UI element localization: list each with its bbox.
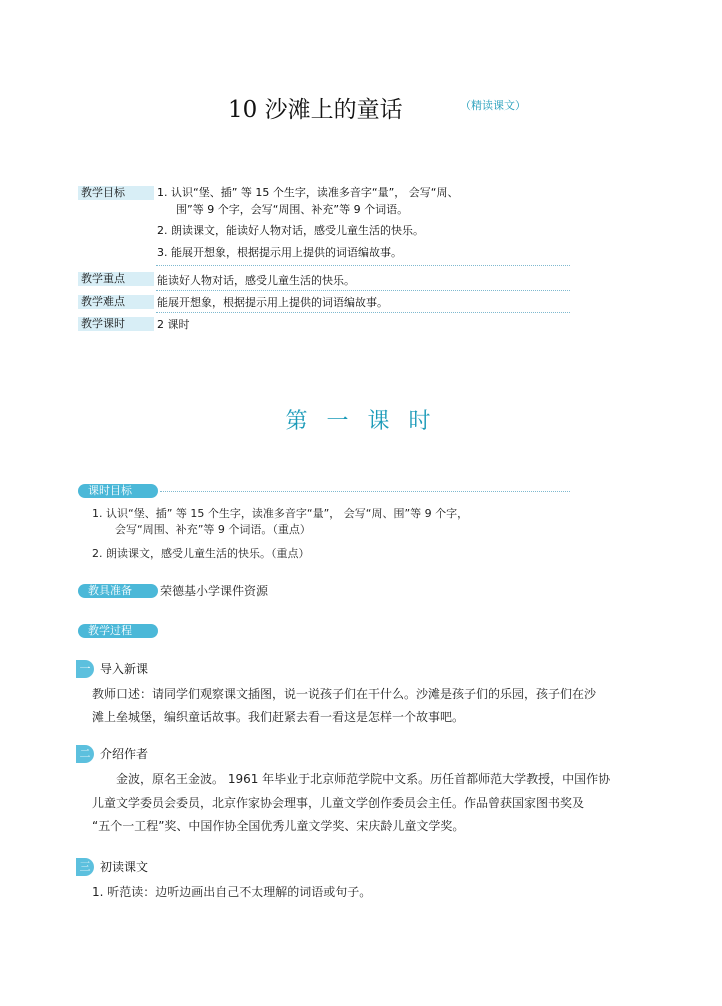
goal-line-4: 3. 能展开想象，根据提示用上提供的词语编故事。 [157,246,402,259]
label-teaching-focus: 教学重点 [78,272,154,286]
section-title-author: 介绍作者 [100,747,149,761]
section-number-badge: 一 [76,660,94,678]
goal-line-3: 2. 朗读课文，能读好人物对话，感受儿童生活的快乐。 [157,224,424,237]
label-teaching-goals: 教学目标 [78,186,154,200]
materials-text: 荣德基小学课件资源 [160,584,269,598]
first-reading-line-1: 1. 听范读：边听边画出自己不太理解的词语或句子。 [92,885,372,899]
section-number-badge: 二 [76,745,94,763]
lesson-goal-line-3: 2. 朗读课文，感受儿童生活的快乐。（重点） [92,547,310,560]
lesson-goals-header: 课时目标 [78,484,158,498]
divider [160,491,570,492]
hours-text: 2 课时 [157,318,190,331]
section-number-badge: 三 [76,858,94,876]
lesson-heading: 第 一 课 时 [285,409,437,434]
author-line-2: 儿童文学委员会委员，北京作家协会理事，儿童文学创作委员会主任。作品曾获国家图书奖及 [92,796,585,810]
lesson-goal-line-2: 会写“周围、补充”等 9 个词语。（重点） [115,523,311,536]
process-header: 教学过程 [78,624,158,638]
label-teaching-hours: 教学课时 [78,317,154,331]
divider [156,290,570,291]
label-teaching-difficulty: 教学难点 [78,295,154,309]
goal-line-1: 1. 认识“堡、插” 等 15 个生字，读准多音字“量”， 会写“周、 [157,186,459,199]
author-line-1: 金波，原名王金波。 1961 年毕业于北京师范学院中文系。历任首都师范大学教授，中国作协 [116,772,611,786]
page-title: 10 沙滩上的童话 [228,97,403,123]
divider [156,312,570,313]
divider [156,265,570,266]
focus-text: 能读好人物对话，感受儿童生活的快乐。 [157,274,355,287]
intro-line-1: 教师口述：请同学们观察课文插图，说一说孩子们在干什么。沙滩是孩子们的乐园，孩子们在沙 [92,687,597,701]
lesson-goal-line-1: 1. 认识“堡、插” 等 15 个生字，读准多音字“量”， 会写“周、围”等 9 个字， [92,507,469,520]
materials-header: 教具准备 [78,584,158,598]
intro-line-2: 滩上垒城堡，编织童话故事。我们赶紧去看一看这是怎样一个故事吧。 [92,710,465,724]
section-title-first-reading: 初读课文 [100,860,149,874]
lesson-type-tag: （精读课文） [460,99,526,112]
section-title-intro: 导入新课 [100,662,149,676]
goal-line-2: 围”等 9 个字，会写“周围、补充”等 9 个词语。 [176,203,409,216]
author-line-3: “五个一工程”奖、中国作协全国优秀儿童文学奖、宋庆龄儿童文学奖。 [92,819,465,833]
difficulty-text: 能展开想象，根据提示用上提供的词语编故事。 [157,296,388,309]
